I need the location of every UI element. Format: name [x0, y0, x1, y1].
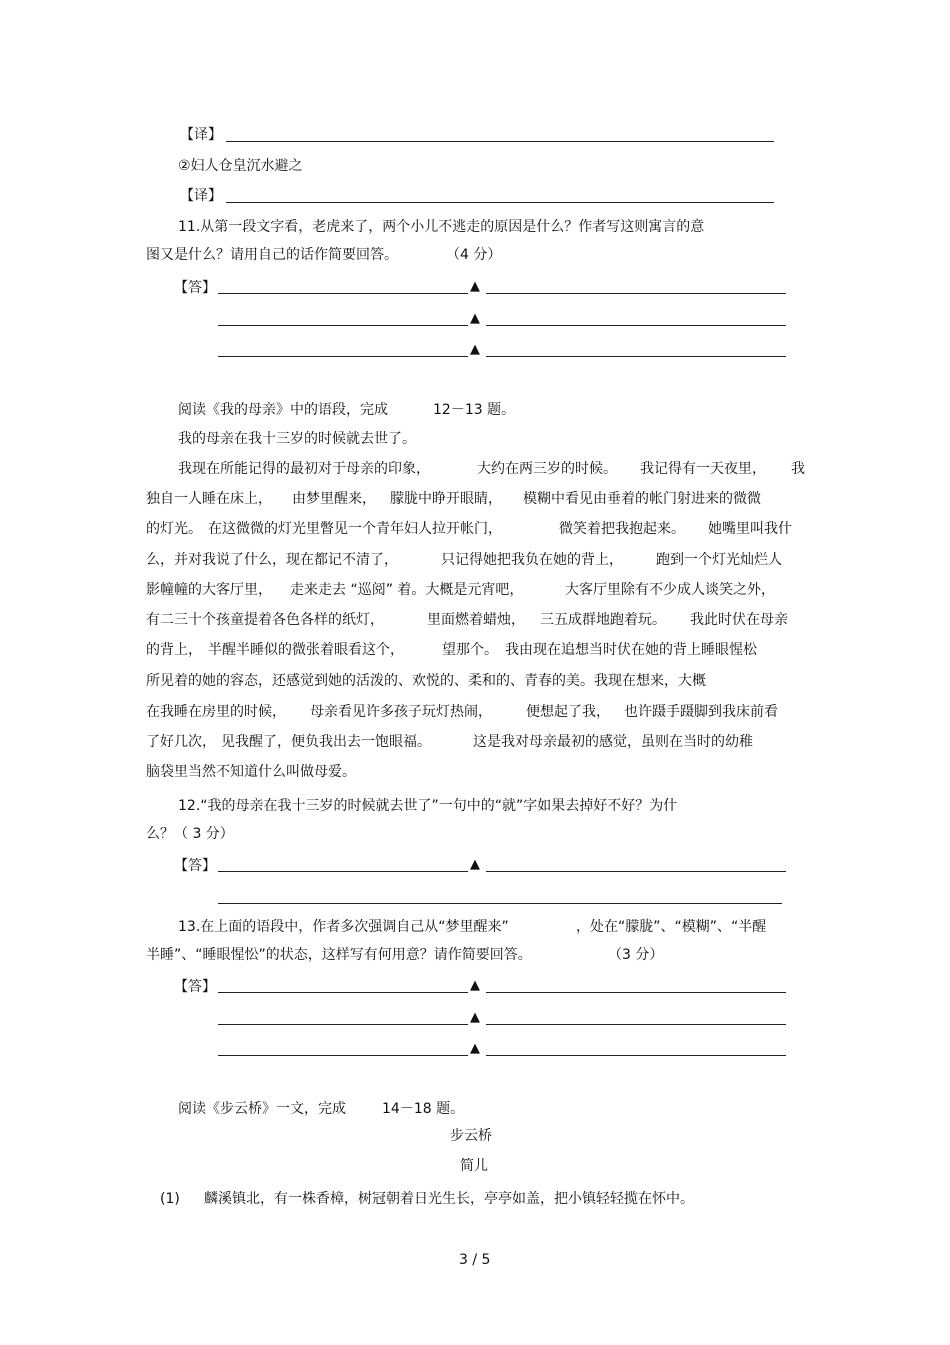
q12-answer-blank-1[interactable] — [218, 871, 468, 872]
passage-l4-a: 么，并对我说了什么，现在都记不清了， — [146, 552, 398, 568]
passage-l9-a: 在我睡在房里的时候， — [146, 704, 286, 720]
passage-l5-c: 大客厅里除有不少成人谈笑之外， — [565, 582, 775, 598]
passage-p1: 我的母亲在我十三岁的时候就去世了。 — [178, 431, 416, 447]
passage-l5-a: 影幢幢的大客厅里， — [146, 582, 272, 598]
q11-answer-blank-3b[interactable] — [486, 356, 786, 357]
q13-answer-blank-3[interactable] — [218, 1055, 468, 1056]
q13-marker-icon-1: ▲ — [470, 978, 480, 993]
passage-l6-d: 我此时伏在母亲 — [690, 612, 788, 628]
q12-marker-icon: ▲ — [470, 857, 480, 872]
q11-line2: 图又是什么？请用自己的话作简要回答。 — [146, 247, 398, 263]
passage-l3-a: 的灯光。 — [146, 521, 202, 537]
passage-l5-b: 走来走去 “巡阅” 着。大概是元宵吧， — [290, 582, 524, 598]
q13-line1b: ，处在“朦胧”、“模糊”、“半醒 — [576, 919, 767, 935]
passage-l3-d: 她嘴里叫我什 — [708, 521, 792, 537]
passage-l2-d: 模糊中看见由垂着的帐门射进来的微微 — [523, 491, 761, 507]
passage-l9-c: 便想起了我， — [526, 704, 610, 720]
passage-l7-b: 半醒半睡似的微张着眼看这个， — [208, 642, 404, 658]
article-author: 简儿 — [460, 1158, 488, 1174]
passage-l3-b: 在这微微的灯光里瞥见一个青年妇人拉开帐门， — [208, 521, 502, 537]
passage-l1-b: 大约在两三岁的时候。 — [477, 461, 617, 477]
passage-l10-c: 这是我对母亲最初的感觉，虽则在当时的幼稚 — [473, 734, 753, 750]
passage-l7-d: 我由现在追想当时伏在她的背上睡眼惺松 — [505, 642, 757, 658]
intro2-range: 14－18 题。 — [382, 1101, 465, 1117]
passage-l8: 所见着的她的容态，还感觉到她的活泼的、欢悦的、柔和的、青春的美。我现在想来，大概 — [146, 673, 706, 689]
passage-l4-b: 只记得她把我负在她的背上， — [441, 552, 623, 568]
passage-l3-c: 微笑着把我抱起来。 — [559, 521, 685, 537]
passage-l1-d: 我 — [791, 461, 805, 477]
q13-line1a: 13.在上面的语段中，作者多次强调自己从“梦里醒来” — [178, 919, 509, 935]
q11-marker-icon-1: ▲ — [470, 279, 480, 294]
passage-l2-c: 朦胧中睁开眼睛， — [390, 491, 502, 507]
q11-answer-blank-3[interactable] — [218, 356, 468, 357]
q13-score: （3 分） — [608, 947, 664, 963]
intro1-text: 阅读《我的母亲》中的语段，完成 — [178, 402, 388, 418]
q13-marker-icon-2: ▲ — [470, 1010, 480, 1025]
passage-l9-d: 也许蹑手蹑脚到我床前看 — [624, 704, 778, 720]
passage-l11: 脑袋里当然不知道什么叫做母爱。 — [146, 764, 356, 780]
translate-label-2: 【译】 — [180, 188, 222, 204]
passage-l10-b: 见我醒了，便负我出去一饱眼福。 — [221, 734, 431, 750]
translate-blank-1[interactable] — [226, 141, 774, 142]
intro2-text: 阅读《步云桥》一文，完成 — [178, 1101, 346, 1117]
translate-blank-2[interactable] — [226, 202, 774, 203]
q11-line1: 11.从第一段文字看，老虎来了，两个小儿不逃走的原因是什么？作者写这则寓言的意 — [178, 219, 705, 235]
passage-l1-a: 我现在所能记得的最初对于母亲的印象， — [178, 461, 430, 477]
q11-answer-blank-1[interactable] — [218, 293, 468, 294]
passage-l1-c: 我记得有一天夜里， — [640, 461, 766, 477]
q11-score: （4 分） — [446, 247, 502, 263]
passage-l2-a: 独自一人睡在床上， — [146, 491, 272, 507]
q13-marker-icon-3: ▲ — [470, 1041, 480, 1056]
q13-answer-blank-3b[interactable] — [486, 1055, 786, 1056]
q11-answer-blank-2[interactable] — [218, 325, 468, 326]
passage-l6-a: 有二三十个孩童提着各色各样的纸灯， — [146, 612, 384, 628]
translate-label-1: 【译】 — [180, 127, 222, 143]
article-p1-text: 麟溪镇北，有一株香樟，树冠朝着日光生长，亭亭如盖，把小镇轻轻揽在怀中。 — [204, 1191, 694, 1207]
q13-answer-label: 【答】 — [174, 979, 216, 995]
q13-answer-blank-2[interactable] — [218, 1024, 468, 1025]
q11-marker-icon-2: ▲ — [470, 311, 480, 326]
intro1-range: 12－13 题。 — [433, 402, 516, 418]
q12-line2: 么？（ 3 分） — [146, 826, 234, 842]
passage-l6-b: 里面燃着蜡烛， — [427, 612, 525, 628]
q11-answer-label: 【答】 — [174, 280, 216, 296]
q13-answer-blank-1[interactable] — [218, 992, 468, 993]
passage-l7-c: 望那个。 — [442, 642, 498, 658]
passage-l10-a: 了好几次， — [146, 734, 216, 750]
q13-line2: 半睡”、“睡眼惺忪”的状态，这样写有何用意？请作简要回答。 — [146, 947, 532, 963]
passage-l7-a: 的背上， — [146, 642, 202, 658]
sentence-2: ②妇人仓皇沉水避之 — [178, 158, 303, 174]
q12-answer-blank-2[interactable] — [218, 903, 782, 904]
q13-answer-blank-2b[interactable] — [486, 1024, 786, 1025]
q13-answer-blank-1b[interactable] — [486, 992, 786, 993]
article-title: 步云桥 — [450, 1128, 492, 1144]
q12-answer-blank-1b[interactable] — [486, 871, 786, 872]
q12-line1: 12.“我的母亲在我十三岁的时候就去世了”一句中的“就”字如果去掉好不好？为什 — [178, 798, 678, 814]
q11-answer-blank-2b[interactable] — [486, 325, 786, 326]
passage-l6-c: 三五成群地跑着玩。 — [540, 612, 666, 628]
passage-l4-c: 跑到一个灯光灿烂人 — [656, 552, 782, 568]
article-p1-number: (1) — [160, 1191, 180, 1207]
q11-answer-blank-1b[interactable] — [486, 293, 786, 294]
passage-l2-b: 由梦里醒来， — [292, 491, 376, 507]
q11-marker-icon-3: ▲ — [470, 342, 480, 357]
passage-l9-b: 母亲看见许多孩子玩灯热闹， — [310, 704, 492, 720]
q12-answer-label: 【答】 — [174, 858, 216, 874]
page-number: 3 / 5 — [459, 1252, 491, 1268]
